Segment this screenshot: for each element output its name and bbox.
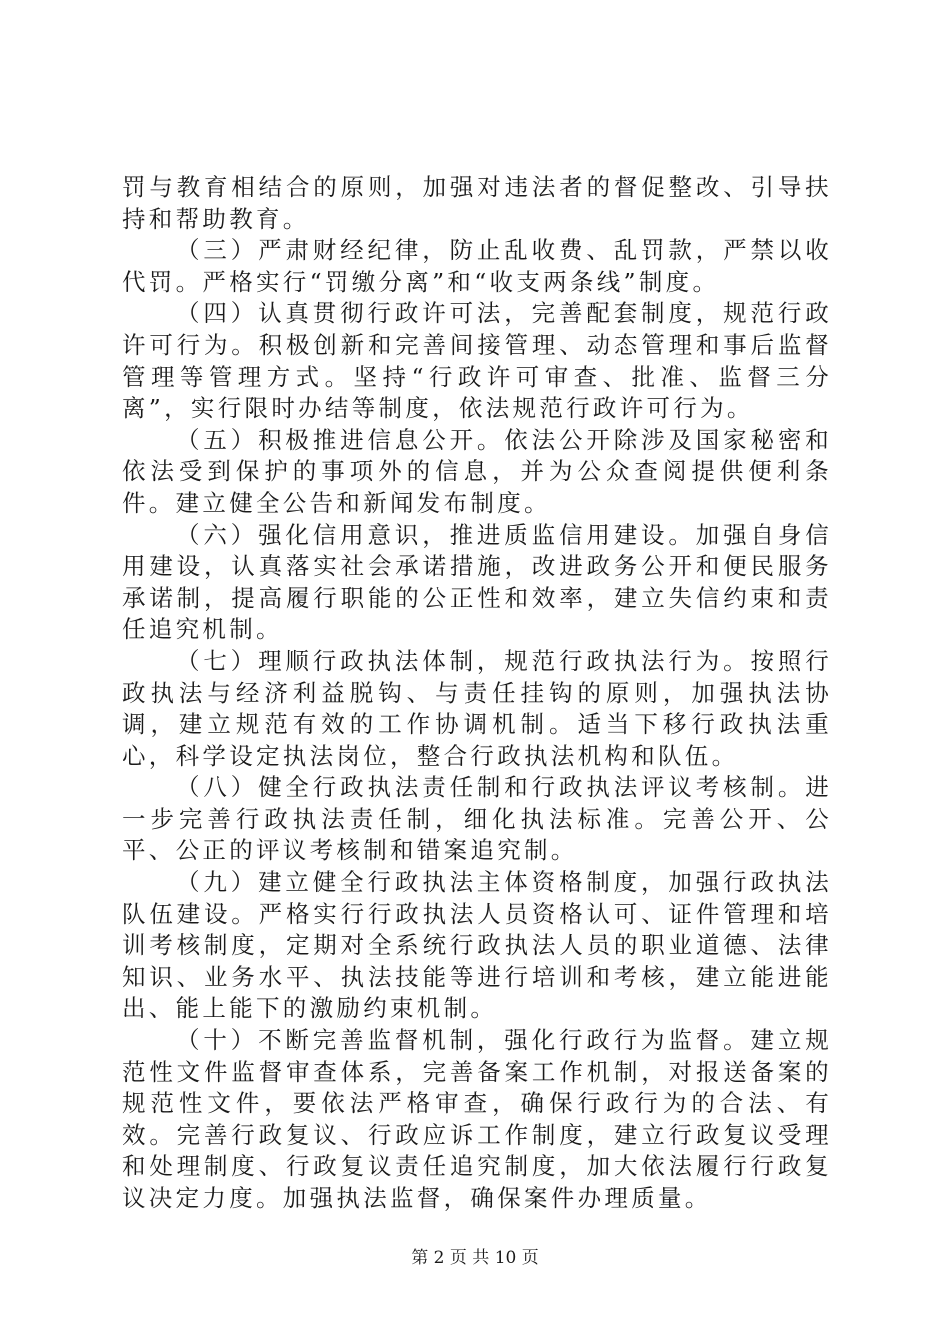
paragraph: 罚与教育相结合的原则，加强对违法者的督促整改、引导扶持和帮助教育。 [122, 173, 832, 233]
paragraph: （十）不断完善监督机制，强化行政行为监督。建立规范性文件监督审查体系，完善备案工作机制，对报送备案的规范性文件，要依法严格审查，确保行政行为的合法、有效。完善行政复议、行政应诉工作制度，建立行政复议受理和处理制度、行政复议责任追究制度，加大依法履行行政复议决定力度。加强执法监督，确保案件办理质量。 [122, 1026, 832, 1212]
paragraph: （三）严肃财经纪律，防止乱收费、乱罚款，严禁以收代罚。严格实行“罚缴分离”和“收支两条线”制度。 [122, 236, 832, 296]
page-footer: 第 2 页 共 10 页 [411, 1248, 539, 1268]
paragraph: （七）理顺行政执法体制，规范行政执法行为。按照行政执法与经济利益脱钩、与责任挂钩的原则，加强执法协调，建立规范有效的工作协调机制。适当下移行政执法重心，科学设定执法岗位，整合行政执法机构和队伍。 [122, 646, 832, 770]
paragraph: （四）认真贯彻行政许可法，完善配套制度，规范行政许可行为。积极创新和完善间接管理、动态管理和事后监督管理等管理方式。坚持“行政许可审查、批准、监督三分离”，实行限时办结等制度，依法规范行政许可行为。 [122, 299, 832, 423]
document-body [122, 172, 832, 1215]
paragraph: （九）建立健全行政执法主体资格制度，加强行政执法队伍建设。严格实行行政执法人员资格认可、证件管理和培训考核制度，定期对全系统行政执法人员的职业道德、法律知识、业务水平、执法技能等进行培训和考核，建立能进能出、能上能下的激励约束机制。 [122, 868, 832, 1023]
paragraph: （五）积极推进信息公开。依法公开除涉及国家秘密和依法受到保护的事项外的信息，并为公众查阅提供便利条件。建立健全公告和新闻发布制度。 [122, 425, 832, 517]
paragraph: （八）健全行政执法责任制和行政执法评议考核制。进一步完善行政执法责任制，细化执法标准。完善公开、公平、公正的评议考核制和错案追究制。 [122, 773, 832, 865]
paragraph: （六）强化信用意识，推进质监信用建设。加强自身信用建设，认真落实社会承诺措施，改进政务公开和便民服务承诺制，提高履行职能的公正性和效率，建立失信约束和责任追究机制。 [122, 520, 832, 644]
